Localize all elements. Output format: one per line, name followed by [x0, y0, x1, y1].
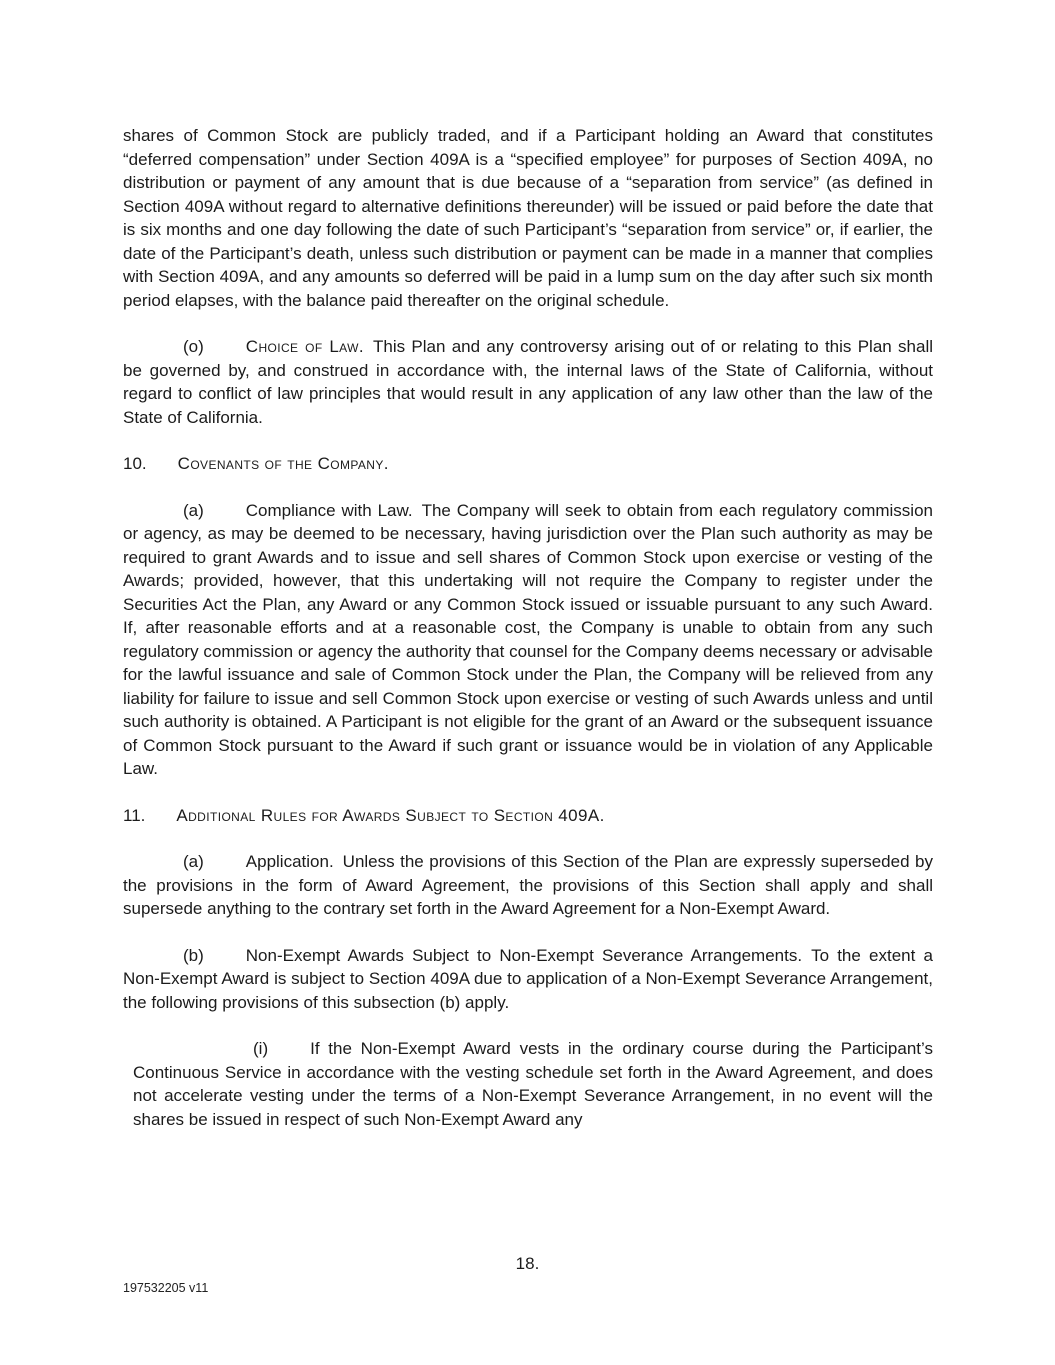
paragraph-lead: Choice of Law. — [245, 337, 364, 356]
section-11b-i-paragraph — [133, 1037, 933, 1131]
section-11b-non-exempt-awards — [123, 944, 933, 1015]
paragraph-text: shares of Common Stock are publicly traded, and if a Participant holding an Award that constitutes “deferred compensation” under Section 409A is a “specified employee” for purposes of Section 409A, no distribution or payment of any amount that is due because of a “separation from service” (as defined in Section 409A without regard to alternative definitions thereunder) will be issued or paid before the date that is six months and one day following the date of such Participant’s “separation from service” or, if earlier, the date of the Participant’s death, unless such distribution or payment can be made in a manner that complies with Section 409A, and any amounts so deferred will be paid in a lump sum on the day after such six month period elapses, with the balance paid thereafter on the original schedule. — [123, 126, 933, 310]
heading-number: 10. — [123, 454, 147, 473]
paragraph-label: (o) — [183, 337, 204, 356]
paragraph-lead: Non-Exempt Awards Subject to Non-Exempt Severance Arrangements. — [245, 945, 803, 965]
page-number: 18. — [515, 1254, 540, 1273]
section-10a-compliance-with-law — [123, 499, 933, 781]
paragraph-text: To the extent a Non-Exempt Award is subject to Section 409A due to application of a Non-Exempt Severance Arrangement, the following provisions of this subsection (b) apply. — [123, 945, 933, 1012]
paragraph-text: This Plan and any controversy arising out of or relating to this Plan shall be governed by, and construed in accordance with, the internal laws of the State of California, without regard to conflict of law principles that would result in any application of any law other than the law of the State of California. — [123, 337, 933, 427]
paragraph-label: (b) — [183, 945, 204, 965]
section-o-choice-of-law — [123, 335, 933, 429]
section-11a-application — [123, 850, 933, 921]
section-11-heading — [123, 804, 933, 828]
paragraph-text: Unless the provisions of this Section of the Plan are expressly superseded by the provisions in the form of Award Agreement, the provisions of this Section shall apply and shall supersede anything to the contrary set forth in the Award Agreement for a Non-Exempt Award. — [123, 852, 933, 918]
heading-title: Covenants of the Company. — [177, 454, 389, 473]
paragraph-label: (i) — [253, 1039, 269, 1058]
section-10-heading — [123, 452, 933, 476]
paragraph-lead: Compliance with Law. — [245, 500, 413, 520]
paragraph-text: If the Non-Exempt Award vests in the ordinary course during the Participant’s Continuous Service in accordance with the vesting schedule set forth in the Award Agreement, and does not accelerate vesting under the terms of a Non-Exempt Severance Arrangement, in no event will the shares be issued in respect of such Non-Exempt Award any — [133, 1039, 933, 1129]
heading-number: 11. — [123, 805, 146, 825]
paragraph-label: (a) — [183, 500, 204, 520]
paragraph-text: The Company will seek to obtain from each regulatory commission or agency, as may be deemed to be necessary, having jurisdiction over the Plan such authority as may be required to grant Awards and to issue and sell shares of Common Stock upon exercise or vesting of the Awards; provided, however, that this undertaking will not require the Company to register under the Securities Act the Plan, any Award or any Common Stock issued or issuable pursuant to any such Award. If, after reasonable efforts and at a reasonable cost, the Company is unable to obtain from any such regulatory commission or agency the authority that counsel for the Company deems necessary or advisable for the lawful issuance and sale of Common Stock under the Plan, the Company will be relieved from any liability for failure to issue and sell Common Stock upon exercise or vesting of such Awards unless and until such authority is obtained. A Participant is not eligible for the grant of an Award or the subsequent issuance of Common Stock pursuant to the Award if such grant or issuance would be in violation of any Applicable Law. — [123, 500, 933, 778]
paragraph-lead: Application. — [245, 852, 334, 871]
page-body — [123, 124, 933, 1154]
paragraph-label: (a) — [183, 852, 204, 871]
continuation-paragraph — [123, 124, 933, 312]
document-id: 197532205 v11 — [123, 1281, 209, 1295]
heading-title: Additional Rules for Awards Subject to Section 409A. — [176, 805, 605, 825]
